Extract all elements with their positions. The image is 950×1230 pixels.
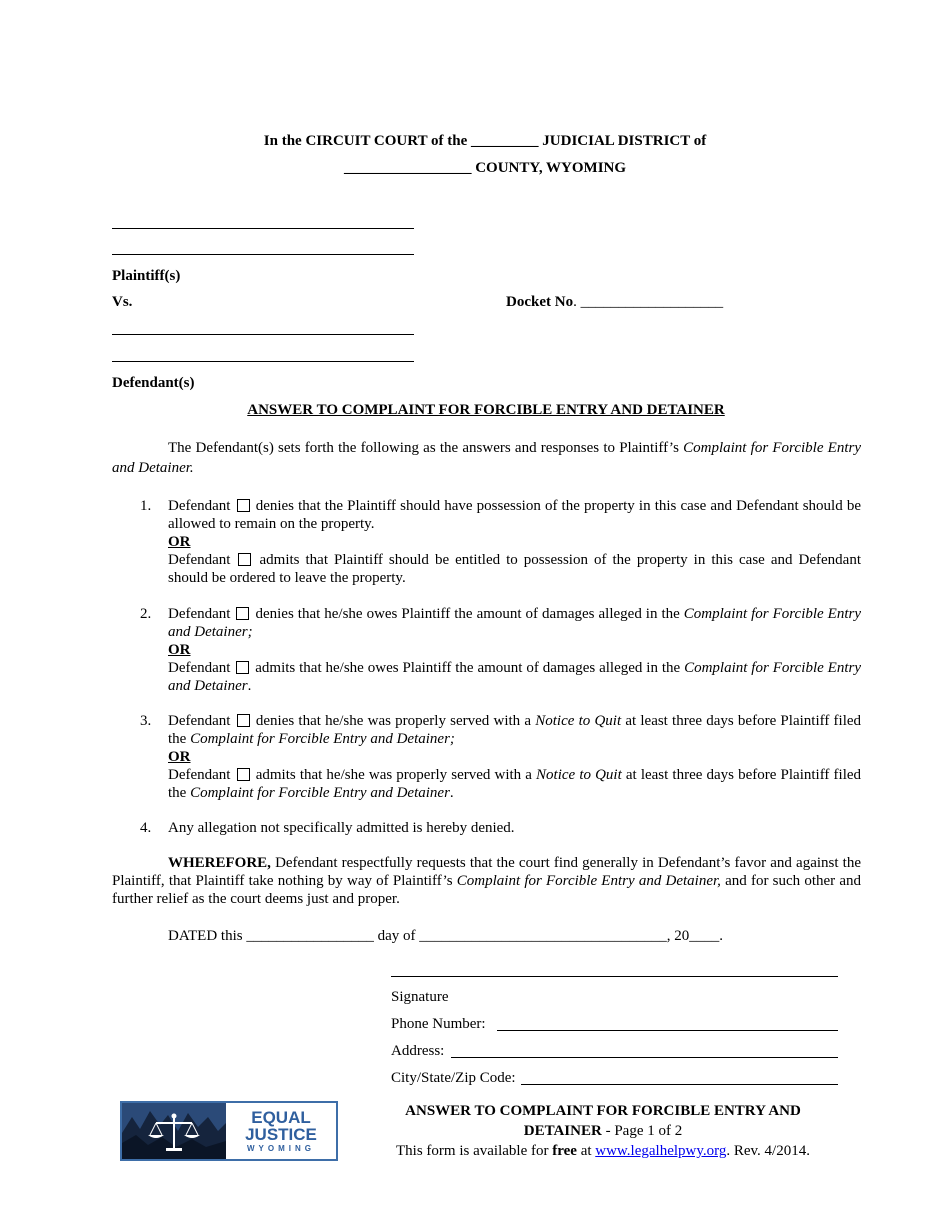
item1-deny-checkbox[interactable] <box>237 499 250 512</box>
answer-item-2 <box>112 605 861 695</box>
item1-option-admit: Defendant admits that Plaintiff should be entitled to possession of the property in this case and Defendant should be ordered to leave the property. <box>168 552 861 586</box>
equal-justice-wyoming-logo <box>120 1101 338 1161</box>
plaintiff-name-line-2[interactable] <box>112 254 414 255</box>
item2-option-admit: Defendant admits that he/she owes Plaintiff the amount of damages alleged in the Complaint for Forcible Entry and Detainer. <box>168 660 861 694</box>
court-header-line1: In the CIRCUIT COURT of the _________ JUDICIAL DISTRICT of <box>263 133 707 149</box>
item3-deny-checkbox[interactable] <box>237 714 250 727</box>
item2-option-deny: Defendant denies that he/she owes Plaintiff the amount of damages alleged in the Complaint for Forcible Entry and Detainer; <box>168 606 862 640</box>
item1-option-deny: Defendant denies that the Plaintiff should have possession of the property in this case and Defendant should be allowed to remain on the property. <box>168 498 861 532</box>
scales-of-justice-icon <box>122 1103 226 1159</box>
docket-label: Docket No <box>506 294 574 310</box>
item1-admit-checkbox[interactable] <box>238 553 251 566</box>
item4-text: Any allegation not specifically admitted is hereby denied. <box>168 820 515 836</box>
phone-label: Phone Number: <box>391 1016 486 1032</box>
item2-or: OR <box>168 642 191 658</box>
item-number: 4. <box>140 820 152 836</box>
item2-deny-checkbox[interactable] <box>236 607 249 620</box>
dated-line[interactable]: DATED this _________________ day of _________________________________, 20____. <box>168 928 723 944</box>
court-header-line2: _________________ COUNTY, WYOMING <box>343 160 627 176</box>
docket-blank[interactable]: . ___________________ <box>573 294 724 310</box>
address-input-line[interactable] <box>451 1057 838 1058</box>
plaintiff-label: Plaintiff(s) <box>112 268 181 284</box>
intro-paragraph: The Defendant(s) sets forth the following as the answers and responses to Plaintiff’s Complaint for Forcible Entry and Detainer. <box>112 440 862 476</box>
document-title: ANSWER TO COMPLAINT FOR FORCIBLE ENTRY AND DETAINER <box>247 402 725 418</box>
legalhelpwy-link[interactable]: www.legalhelpwy.org <box>595 1143 727 1159</box>
logo-word-justice: JUSTICE <box>245 1125 317 1144</box>
city-state-zip-label: City/State/Zip Code: <box>391 1070 516 1086</box>
item3-option-deny: Defendant denies that he/she was properly served with a Notice to Quit at least three days before Plaintiff filed the Complaint for Forcible Entry and Detainer; <box>168 713 862 747</box>
item1-or: OR <box>168 534 191 550</box>
answer-item-1 <box>112 497 861 587</box>
footer-title-line1: ANSWER TO COMPLAINT FOR FORCIBLE ENTRY AND <box>405 1103 801 1119</box>
vs-label: Vs. <box>112 294 133 310</box>
footer-title-line2: DETAINER - Page 1 of 2 <box>523 1123 683 1139</box>
address-label: Address: <box>391 1043 445 1059</box>
wherefore-paragraph: WHEREFORE, Defendant respectfully requests that the court find generally in Defendant’s favor and against the Plaintiff, that Plaintiff take nothing by way of Plaintiff’s Complaint for Forcible Entry and Detainer, and for such other and further relief as the court deems just and proper. <box>112 855 862 907</box>
answer-item-3 <box>112 712 861 802</box>
signature-line[interactable] <box>391 976 838 977</box>
plaintiff-name-line-1[interactable] <box>112 228 414 229</box>
item3-admit-checkbox[interactable] <box>237 768 250 781</box>
defendant-name-line-2[interactable] <box>112 361 414 362</box>
footer-availability: This form is available for free at www.legalhelpwy.org. Rev. 4/2014. <box>396 1143 810 1159</box>
phone-input-line[interactable] <box>497 1030 838 1031</box>
answer-item-4 <box>112 819 861 837</box>
defendant-label: Defendant(s) <box>112 375 195 391</box>
city-state-zip-input-line[interactable] <box>521 1084 838 1085</box>
item-number: 1. <box>140 498 152 514</box>
signature-label: Signature <box>391 989 449 1005</box>
logo-wordmark <box>226 1103 336 1159</box>
item-number: 2. <box>140 606 152 622</box>
logo-word-wyoming: WYOMING <box>247 1144 315 1153</box>
defendant-name-line-1[interactable] <box>112 334 414 335</box>
item3-option-admit: Defendant admits that he/she was properly served with a Notice to Quit at least three days before Plaintiff filed the Complaint for Forcible Entry and Detainer. <box>168 767 862 801</box>
item3-or: OR <box>168 749 191 765</box>
item2-admit-checkbox[interactable] <box>236 661 249 674</box>
item-number: 3. <box>140 713 152 729</box>
docket-number-field[interactable] <box>506 293 723 311</box>
logo-word-equal: EQUAL <box>251 1108 311 1127</box>
